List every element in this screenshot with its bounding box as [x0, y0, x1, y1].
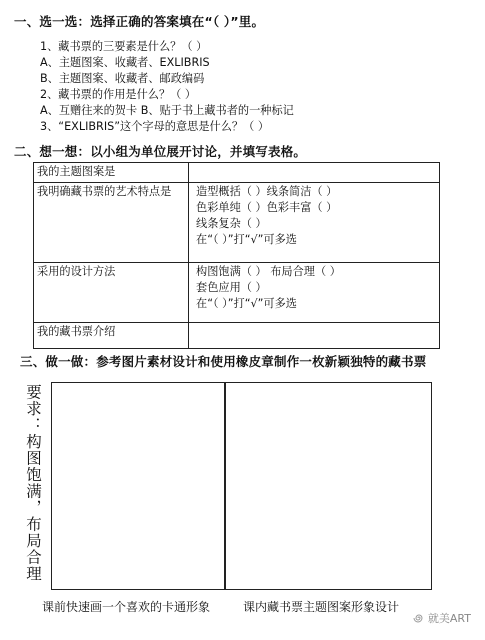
discussion-table [33, 162, 440, 349]
option-line: 在“（ ）”打“√”可多选 [196, 297, 297, 310]
table-row [34, 263, 440, 323]
watermark-text: 就美ART [427, 612, 471, 625]
table-row [34, 163, 440, 183]
answer-cell[interactable] [189, 323, 440, 349]
caption-left: 课前快速画一个喜欢的卡通形象 [42, 600, 211, 614]
drawing-area [51, 382, 432, 590]
row-label: 采用的设计方法 [34, 263, 189, 323]
spiral-logo-icon [412, 611, 426, 625]
section1-heading: 一、选一选：选择正确的答案填在“（ ）”里。 [14, 14, 265, 29]
question-line: A、主题图案、收藏者、EXLIBRIS [40, 56, 210, 69]
row-label: 我的主题图案是 [34, 163, 189, 183]
option-line: 线条复杂（ ） [196, 217, 267, 230]
watermark [412, 610, 471, 626]
row-label: 我明确藏书票的艺术特点是 [34, 183, 189, 263]
row-label: 我的藏书票介绍 [34, 323, 189, 349]
requirement-text: 要求：构图饱满，布局合理 [24, 384, 42, 582]
option-line: 色彩单纯（ ）色彩丰富（ ） [196, 201, 338, 214]
option-line: 造型概括（ ）线条简洁（ ） [196, 185, 338, 198]
section3-heading: 三、做一做：参考图片素材设计和使用橡皮章制作一枚新颖独特的藏书票 [20, 354, 427, 369]
question-line: B、主题图案、收藏者、邮政编码 [40, 72, 205, 85]
options-cell [189, 263, 440, 323]
section2-heading: 二、想一想：以小组为单位展开讨论，并填写表格。 [14, 144, 307, 159]
question-line: 2、藏书票的作用是什么？（ ） [40, 88, 197, 101]
table-row [34, 183, 440, 263]
question-line: A、互赠往来的贺卡 B、贴于书上藏书者的一种标记 [40, 104, 294, 117]
answer-cell[interactable] [189, 163, 440, 183]
drawing-divider [224, 383, 226, 589]
question-line: 1、藏书票的三要素是什么？（ ） [40, 40, 208, 53]
option-line: 构图饱满（ ） 布局合理（ ） [196, 265, 341, 278]
question-line: 3、“EXLIBRIS”这个字母的意思是什么？（ ） [40, 120, 270, 133]
table-row [34, 323, 440, 349]
options-cell [189, 183, 440, 263]
caption-right: 课内藏书票主题图案形象设计 [243, 600, 400, 614]
option-line: 套色应用（ ） [196, 281, 267, 294]
option-line: 在“（ ）”打“√”可多选 [196, 233, 297, 246]
